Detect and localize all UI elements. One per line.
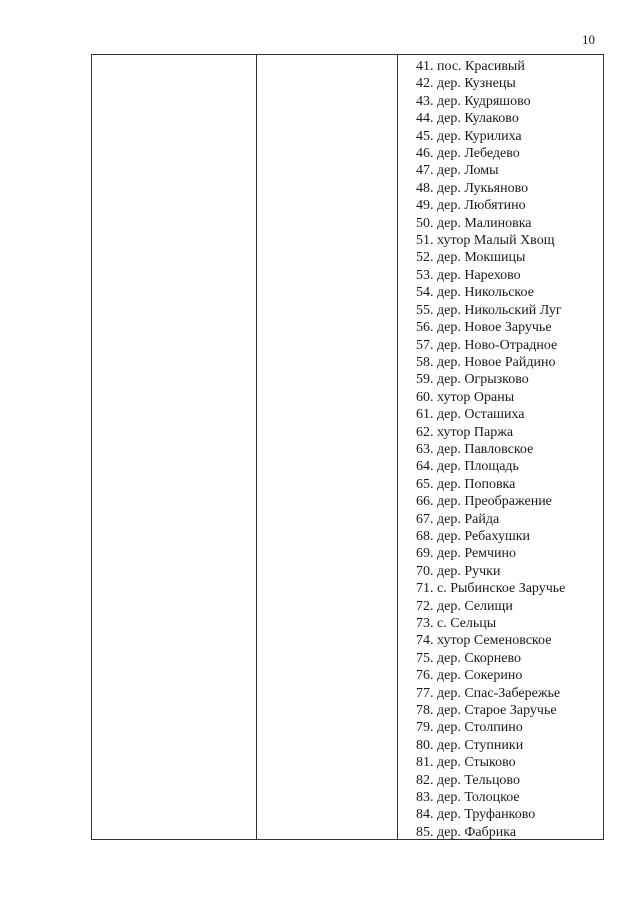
settlement-item: 56. дер. Новое Заручье bbox=[416, 320, 552, 336]
settlement-item: 74. хутор Семеновское bbox=[416, 633, 552, 649]
settlement-item: 78. дер. Старое Заручье bbox=[416, 703, 557, 719]
page-number: 10 bbox=[582, 32, 595, 47]
table-cell-empty-second bbox=[257, 55, 397, 839]
settlement-item: 63. дер. Павловское bbox=[416, 441, 534, 457]
settlement-item: 48. дер. Лукьяново bbox=[416, 180, 529, 196]
settlement-item: 46. дер. Лебедево bbox=[416, 146, 520, 162]
settlements-table bbox=[91, 54, 604, 840]
settlement-item: 54. дер. Никольское bbox=[416, 285, 534, 301]
settlement-item: 41. пос. Красивый bbox=[416, 59, 525, 74]
settlement-item: 59. дер. Огрызково bbox=[416, 372, 529, 388]
settlement-item: 42. дер. Кузнецы bbox=[416, 76, 516, 92]
settlement-item: 51. хутор Малый Хвощ bbox=[416, 233, 555, 249]
settlement-item: 50. дер. Малиновка bbox=[416, 215, 532, 231]
settlement-item: 52. дер. Мокшицы bbox=[416, 250, 526, 266]
settlement-item: 73. с. Сельцы bbox=[416, 616, 497, 631]
settlement-item: 70. дер. Ручки bbox=[416, 563, 501, 579]
settlement-item: 82. дер. Тельцово bbox=[416, 772, 520, 788]
settlement-item: 80. дер. Ступники bbox=[416, 737, 524, 753]
settlement-item: 60. хутор Ораны bbox=[416, 389, 515, 405]
settlement-item: 81. дер. Стыково bbox=[416, 755, 516, 771]
settlement-item: 71. с. Рыбинское Заручье bbox=[416, 581, 566, 597]
settlement-item: 75. дер. Скорнево bbox=[416, 650, 521, 666]
settlement-item: 49. дер. Любятино bbox=[416, 198, 526, 214]
settlement-item: 61. дер. Осташиха bbox=[416, 407, 525, 423]
settlement-item: 85. дер. Фабрика bbox=[416, 824, 517, 840]
table-cell-settlements bbox=[398, 55, 604, 839]
settlement-item: 45. дер. Курилиха bbox=[416, 128, 522, 144]
settlement-item: 66. дер. Преображение bbox=[416, 494, 552, 510]
settlement-item: 65. дер. Поповка bbox=[416, 476, 516, 492]
table-cell-empty-first bbox=[92, 55, 256, 839]
settlement-item: 79. дер. Столпино bbox=[416, 720, 523, 736]
settlement-item: 62. хутор Паржа bbox=[416, 424, 514, 440]
settlement-list bbox=[416, 58, 565, 841]
settlement-item: 69. дер. Ремчино bbox=[416, 546, 517, 562]
settlement-item: 47. дер. Ломы bbox=[416, 163, 499, 179]
settlement-item: 58. дер. Новое Райдино bbox=[416, 354, 556, 370]
settlement-item: 57. дер. Ново-Отрадное bbox=[416, 337, 558, 353]
settlement-item: 55. дер. Никольский Луг bbox=[416, 302, 562, 318]
settlement-item: 53. дер. Нарехово bbox=[416, 267, 521, 283]
settlement-item: 64. дер. Площадь bbox=[416, 459, 519, 475]
settlement-item: 77. дер. Спас-Забережье bbox=[416, 685, 561, 701]
settlement-item: 76. дер. Сокерино bbox=[416, 668, 523, 684]
settlement-item: 84. дер. Труфанково bbox=[416, 807, 536, 823]
settlement-item: 72. дер. Селищи bbox=[416, 598, 513, 614]
settlement-item: 44. дер. Кулаково bbox=[416, 111, 519, 127]
settlement-item: 68. дер. Ребахушки bbox=[416, 528, 531, 544]
settlement-item: 83. дер. Толоцкое bbox=[416, 790, 520, 806]
settlement-item: 67. дер. Райда bbox=[416, 511, 500, 527]
settlement-item: 43. дер. Кудряшово bbox=[416, 93, 531, 109]
